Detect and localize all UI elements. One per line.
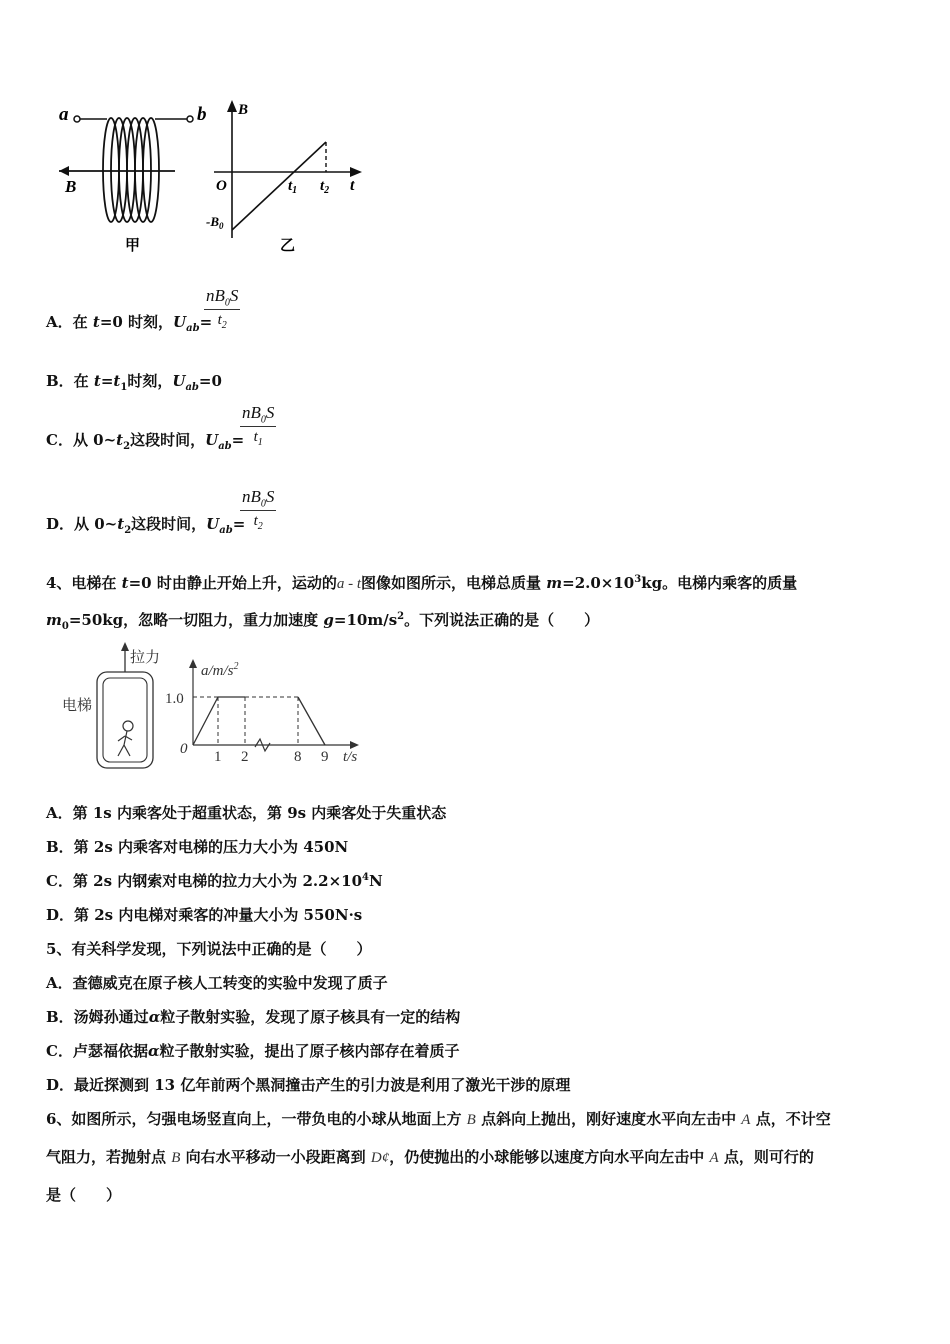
q5-option-b: B．汤姆孙通过α粒子散射实验，发现了原子核具有一定的结构 (46, 1008, 461, 1026)
at-origin: 0 (180, 741, 188, 757)
bt-tick-t1: $t_1$ (288, 178, 298, 196)
coil-figure (55, 100, 215, 260)
bt-tick-neg-b0: $-B_0$ (206, 214, 224, 231)
passenger-icon (118, 721, 133, 756)
pull-force-label: 拉力 (130, 648, 161, 666)
q4-option-c: C．第 2s 内钢索对电梯的拉力大小为 $2.2\times 10^4N$ (46, 872, 383, 890)
at-graph-figure (165, 655, 370, 770)
at-x-tick-9: 9 (321, 749, 329, 765)
at-y-axis-label: $a/m/s^2$ (201, 661, 239, 679)
q4-option-b: B．第 2s 内乘客对电梯的压力大小为 450N (46, 838, 349, 856)
q3-option-c: C．从 $0\sim t_2$这段时间，$U_{ab}=$ (46, 431, 245, 452)
q3-d-fraction: $\frac{nB_0S}{t_2}$ (242, 487, 275, 533)
q3-option-a: A．在 t=0 时刻，$U_{ab}=$ (46, 313, 213, 334)
bt-t-axis-label: t (350, 177, 355, 194)
q4-option-d: D．第 2s 内电梯对乘客的冲量大小为 550N·s (46, 906, 363, 924)
q5-option-d: D．最近探测到 13 亿年前两个黑洞撞击产生的引力波是利用了激光干涉的原理 (46, 1076, 571, 1094)
q6-stem-line1: 6、如图所示，匀强电场竖直向上，一带负电的小球从地面上方 B 点斜向上抛出，刚好速度水平向左击中 A 点，不计空 (46, 1110, 831, 1128)
coil-caption: 甲 (125, 236, 141, 254)
bt-tick-t2: $t_2$ (320, 178, 330, 196)
q6-stem-line2: 气阻力，若抛射点 B 向右水平移动一小段距离到 D¢，仍使抛出的小球能够以速度方向水平向左击中 A 点，则可行的 (46, 1148, 814, 1166)
at-curve (193, 697, 245, 745)
q4-stem-line1: 4、电梯在 t=0 时由静止开始上升，运动的a - t图像如图所示，电梯总质量 $m=2.0\times 10^3kg$。电梯内乘客的质量 (46, 574, 798, 592)
q3-a-fraction: $\frac{nB_0S}{t_2}$ (206, 286, 239, 332)
q4-stem-line2: $m_0=50kg$，忽略一切阻力，重力加速度 $g=10m/s^2$。下列说法正确的是（ ） (46, 611, 600, 632)
bt-caption: 乙 (280, 236, 296, 254)
at-y-tick: 1.0 (165, 691, 184, 707)
coil-label-a: a (59, 104, 69, 125)
q4-option-a: A．第 1s 内乘客处于超重状态，第 9s 内乘客处于失重状态 (46, 804, 447, 822)
q5-stem: 5、有关科学发现，下列说法中正确的是（ ） (46, 940, 372, 958)
bt-origin: O (216, 178, 227, 194)
q3-option-d: D．从 $0\sim t_2$这段时间，$U_{ab}=$ (46, 515, 246, 536)
elevator-figure (60, 640, 170, 772)
at-x-tick-8: 8 (294, 749, 302, 765)
at-x-tick-2: 2 (241, 749, 249, 765)
bt-y-axis-label: B (238, 102, 249, 118)
q3-option-b: B．在 $t=t_1$时刻，$U_{ab}=0$ (46, 372, 222, 393)
at-x-axis-label: t/s (343, 749, 358, 765)
bt-line (232, 142, 326, 230)
q5-option-a: A．查德威克在原子核人工转变的实验中发现了质子 (46, 974, 388, 992)
at-x-tick-1: 1 (214, 749, 222, 765)
coil-label-B: B (65, 177, 77, 196)
q3-c-fraction: $\frac{nB_0S}{t_1}$ (242, 403, 275, 449)
coil-label-b: b (197, 104, 207, 125)
bt-graph-figure (200, 98, 370, 258)
elevator-label: 电梯 (62, 696, 93, 714)
q6-stem-line3: 是（ ） (46, 1186, 122, 1204)
q5-option-c: C．卢瑟福依据α粒子散射实验，提出了原子核内部存在着质子 (46, 1042, 460, 1060)
